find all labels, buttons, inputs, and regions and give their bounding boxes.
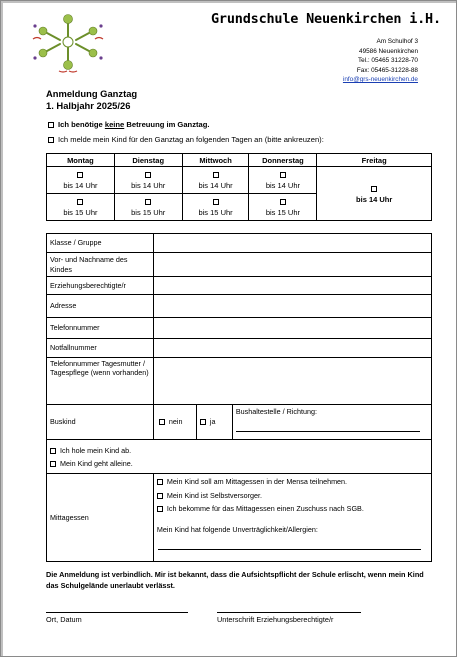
zuschuss-label: Ich bekomme für das Mittagessen einen Zuschuss nach SGB. [166,504,364,513]
mon-14-option[interactable] [47,167,115,194]
registration-form-table [46,233,432,562]
checkbox[interactable] [157,479,163,485]
option-label: bis 15 Uhr [198,208,233,217]
divider [196,404,197,440]
selbst-label: Mein Kind ist Selbstversorger. [166,490,262,500]
label-tagesmutter: Telefonnummer Tagesmutter / Tagespflege (wenn vorhanden) [47,358,154,405]
bus-ja-label: ja [209,417,216,426]
checkbox[interactable] [371,186,377,192]
tue-14-option[interactable] [114,167,182,194]
checkbox[interactable] [50,461,56,467]
thu-14-option[interactable] [249,167,317,194]
option-label: bis 14 Uhr [356,194,393,204]
address-line: 49586 Neuenkirchen [359,47,418,55]
input-notfall[interactable] [153,339,431,358]
email-link[interactable]: info@grs-neuenkirchen.de [342,76,418,84]
pickup-options [47,440,432,474]
children-circle-logo [29,9,107,75]
day-header-monday: Montag [47,154,115,167]
label-klasse: Klasse / Gruppe [47,234,154,253]
wed-15-option[interactable] [182,194,249,221]
checkbox[interactable] [213,199,219,205]
alone-label: Mein Kind geht alleine. [60,458,133,468]
checkbox[interactable] [48,122,54,128]
label-guardian: Erziehungsberechtigte/r [47,277,154,295]
binding-note: Die Anmeldung ist verbindlich. Mir ist bekannt, dass die Aufsichtspflicht der Schule erlischt, wenn mein Kind das Schulgelände unerlaubt verlässt. [46,570,424,590]
option-label: bis 14 Uhr [265,181,301,190]
phone-line: Tel.: 05465 31228-70 [357,57,418,65]
input-guardian[interactable] [153,277,431,295]
form-title [46,88,137,112]
checkbox[interactable] [280,199,286,205]
checkbox[interactable] [77,172,83,178]
option-register[interactable] [48,135,324,144]
checkbox[interactable] [159,419,165,425]
label-name: Vor- und Nachname des Kindes [47,253,154,277]
option-no-care[interactable] [48,120,210,129]
day-header-tuesday: Dienstag [114,154,182,167]
wed-14-option[interactable] [182,167,249,194]
checkbox[interactable] [145,172,151,178]
bushaltestelle-label: Bushaltestelle / Richtung: [235,407,317,416]
mon-15-option[interactable] [47,194,115,221]
selbst-option[interactable] [157,489,428,503]
allergie-line[interactable] [158,549,421,550]
mensa-option[interactable] [157,475,428,489]
option-no-care-keyword: keine [104,120,125,129]
fri-14-option[interactable] [317,167,432,221]
fax-line: Fax: 05465-31228-88 [356,66,418,74]
pickup-option[interactable] [50,444,428,457]
pickup-label: Ich hole mein Kind ab. [60,445,132,455]
alone-option[interactable] [50,457,428,470]
form-title-line1: Anmeldung Ganztag [46,88,138,99]
label-adresse: Adresse [47,295,154,318]
signature-line[interactable] [217,612,361,613]
bus-nein-label: nein [168,417,183,426]
checkbox[interactable] [48,137,54,143]
input-telefon[interactable] [153,318,431,339]
label-buskind: Buskind [47,405,154,440]
input-adresse[interactable] [153,295,431,318]
day-header-friday: Freitag [317,154,432,167]
checkbox[interactable] [77,199,83,205]
divider [232,404,233,440]
checkbox[interactable] [157,506,163,512]
input-name[interactable] [153,253,431,277]
school-address [343,37,418,85]
option-label: bis 14 Uhr [131,181,166,190]
bus-ja-option[interactable] [200,417,216,426]
checkbox[interactable] [157,493,163,499]
checkbox[interactable] [145,199,151,205]
day-header-wednesday: Mittwoch [182,154,249,167]
option-label: bis 14 Uhr [198,181,233,190]
checkbox[interactable] [280,172,286,178]
day-header-thursday: Donnerstag [249,154,317,167]
allergie-label: Mein Kind hat folgende Unverträglichkeit/Allergien: [156,524,318,534]
option-label: bis 15 Uhr [265,208,301,217]
place-date-line[interactable] [46,612,188,613]
signature-label: Unterschrift Erziehungsberechtigte/r [217,615,334,624]
checkbox[interactable] [50,448,56,454]
mensa-label: Mein Kind soll am Mittagessen in der Mensa teilnehmen. [166,477,348,486]
option-no-care-post: Betreuung im Ganztag. [124,120,210,129]
option-register-label: Ich melde mein Kind für den Ganztag an folgenden Tagen an (bitte ankreuzen): [58,135,324,144]
checkbox[interactable] [200,419,206,425]
bushaltestelle-line[interactable] [236,431,420,432]
school-name: Grundschule Neuenkirchen i.H. [211,11,441,27]
input-klasse[interactable] [153,234,431,253]
label-mittagessen: Mittagessen [47,474,154,562]
form-title-line2: 1. Halbjahr 2025/26 [46,100,131,111]
input-tagesmutter[interactable] [153,358,431,405]
buskind-options [153,405,431,440]
tue-15-option[interactable] [114,194,182,221]
label-notfall: Notfallnummer [47,339,154,358]
option-label: bis 15 Uhr [131,208,166,217]
option-label: bis 15 Uhr [63,208,98,217]
mittagessen-options [153,474,431,562]
checkbox[interactable] [213,172,219,178]
option-label: bis 14 Uhr [63,181,98,190]
label-telefon: Telefonnummer [47,318,154,339]
address-line: Am Schulhof 3 [376,38,418,45]
thu-15-option[interactable] [249,194,317,221]
weekday-table [46,153,432,221]
zuschuss-option[interactable] [157,502,428,516]
bus-nein-option[interactable] [159,417,183,426]
place-date-label: Ort, Datum [46,615,82,624]
option-no-care-pre: Ich benötige [58,120,105,129]
